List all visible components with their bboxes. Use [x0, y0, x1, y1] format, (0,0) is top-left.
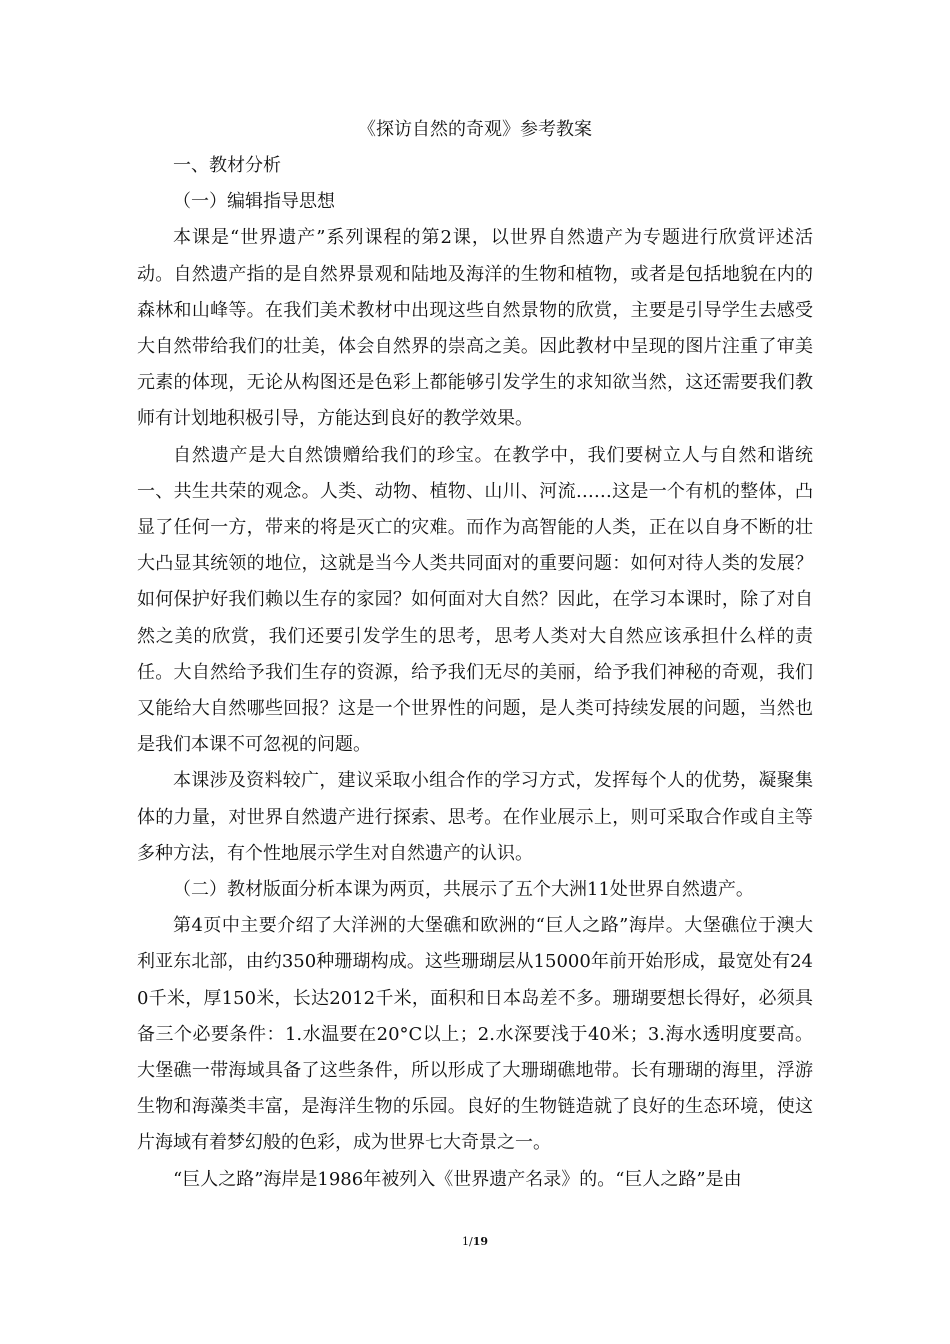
body-paragraph: （二）教材版面分析本课为两页，共展示了五个大洲11处世界自然遗产。	[173, 879, 754, 901]
body-paragraph: 自然遗产是大自然馈赠给我们的珍宝。在教学中，我们要树立人与自然和谐统一、共生共荣的观念。人类、动物、植物、山川、河流……这是一个有机的整体，凸显了任何一方，带来的将是灭亡的灾难。而作为高智能的人类，正在以自身不断的壮大凸显其统领的地位，这就是当今人类共同面对的重要问题：如何对待人类的发展？如何保护好我们赖以生存的家园？如何面对大自然？因此，在学习本课时，除了对自然之美的欣赏，我们还要引发学生的思考，思考人类对大自然应该承担什么样的责任。大自然给予我们生存的资源，给予我们无尽的美丽，给予我们神秘的奇观，我们又能给大自然哪些回报？这是一个世界性的问题，是人类可持续发展的问题，当然也是我们本课不可忽视的问题。	[137, 444, 813, 756]
body-paragraph: 本课是“世界遗产”系列课程的第2课，以世界自然遗产为专题进行欣赏评述活动。自然遗产指的是自然界景观和陆地及海洋的生物和植物，或者是包括地貌在内的森林和山峰等。在我们美术教材中出现这些自然景物的欣赏，主要是引导学生去感受大自然带给我们的壮美，体会自然界的崇高之美。因此教材中呈现的图片注重了审美元素的体现，无论从构图还是色彩上都能够引发学生的求知欲当然，这还需要我们教师有计划地积极引导，方能达到良好的教学效果。	[137, 227, 813, 430]
page-number	[0, 1235, 950, 1249]
document-body	[137, 112, 813, 1198]
section-heading-textbook-analysis: 一、教材分析	[173, 155, 281, 176]
page-number-current: 1/	[461, 1235, 473, 1248]
page-number-total: 19	[472, 1235, 489, 1248]
document-title: 《探访自然的奇观》参考教案	[358, 119, 592, 140]
subsection-heading-editing-guidance: （一）编辑指导思想	[173, 191, 335, 213]
body-paragraph: 本课涉及资料较广，建议采取小组合作的学习方式，发挥每个人的优势，凝聚集体的力量，对世界自然遗产进行探索、思考。在作业展示上，则可采取合作或自主等多种方法，有个性地展示学生对自然遗产的认识。	[137, 770, 813, 864]
body-paragraph: 第4页中主要介绍了大洋洲的大堡礁和欧洲的“巨人之路”海岸。大堡礁位于澳大利亚东北部，由约350种珊瑚构成。这些珊瑚层从15000年前开始形成，最宽处有240千米，厚150米，长达2012千米，面积和日本岛差不多。珊瑚要想长得好，必须具备三个必要条件：1.水温要在20°C以上；2.水深要浅于40米；3.海水透明度要高。大堡礁一带海域具备了这些条件，所以形成了大珊瑚礁地带。长有珊瑚的海里，浮游生物和海藻类丰富，是海洋生物的乐园。良好的生物链造就了良好的生态环境，使这片海域有着梦幻般的色彩，成为世界七大奇景之一。	[137, 915, 813, 1154]
body-paragraph: “巨人之路”海岸是1986年被列入《世界遗产名录》的。“巨人之路”是由	[173, 1168, 742, 1190]
